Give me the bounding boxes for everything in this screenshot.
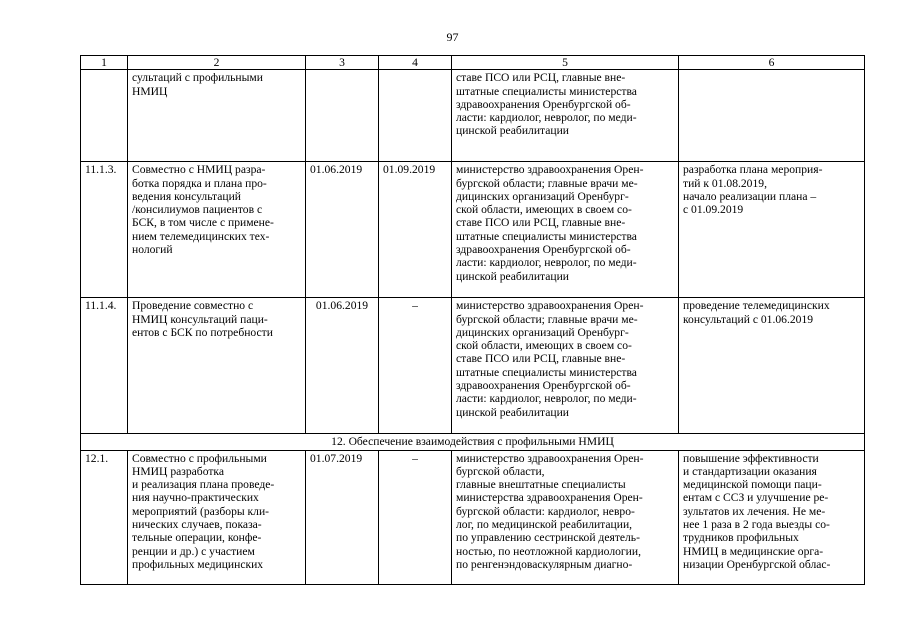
start-date bbox=[306, 70, 379, 162]
start-date: 01.06.2019 bbox=[306, 162, 379, 298]
column-header: 1 bbox=[81, 56, 128, 70]
executors: министерство здравоохранения Орен- бургской области, главные внештатные специалисты министерства здравоохранения Орен- бургской области: кардиолог, невро- лог, по медицинской реабилитации, по управлению сестринской деятель- ностью, по неотложной кардиологии, по ренгенэндоваскулярным диагно- bbox=[452, 450, 679, 584]
column-header: 6 bbox=[679, 56, 865, 70]
column-header: 4 bbox=[379, 56, 452, 70]
executors: министерство здравоохранения Орен- бургской области; главные врачи ме- дицинских организаций Оренбург- ской области, имеющих в своем со- ставе ПСО или РСЦ, главные вне- штатные специалисты министерства здравоохранения Оренбургской об- ласти: кардиолог, невролог, по меди- цинской реабилитации bbox=[452, 162, 679, 298]
item-text: сультаций с профильными НМИЦ bbox=[128, 70, 306, 162]
start-date: 01.06.2019 bbox=[306, 298, 379, 434]
start-date: 01.07.2019 bbox=[306, 450, 379, 584]
item-number bbox=[81, 70, 128, 162]
table-row bbox=[81, 162, 865, 298]
end-date: – bbox=[379, 450, 452, 584]
result bbox=[679, 70, 865, 162]
item-text: Совместно с профильными НМИЦ разработка и реализация плана проведе- ния научно-практических мероприятий (разборы кли- нических случаев, показа- тельные операции, конфе- ренции и др.) с участием профильных медицинских bbox=[128, 450, 306, 584]
item-number: 11.1.3. bbox=[81, 162, 128, 298]
column-header: 2 bbox=[128, 56, 306, 70]
section-title: 12. Обеспечение взаимодействия с профильными НМИЦ bbox=[81, 434, 865, 450]
section-row bbox=[81, 434, 865, 450]
table-row bbox=[81, 298, 865, 434]
table-row bbox=[81, 450, 865, 584]
item-text: Совместно с НМИЦ разра- ботка порядка и плана про- ведения консультаций /консилиумов пациентов с БСК, в том числе с примене- нием телемедицинских тех- нологий bbox=[128, 162, 306, 298]
result: повышение эффективности и стандартизации оказания медицинской помощи паци- ентам с ССЗ и улучшение ре- зультатов их лечения. Не ме- нее 1 раза в 2 года выезды со- трудников профильных НМИЦ в медицинские орга- низации Оренбургской облас- bbox=[679, 450, 865, 584]
table-row bbox=[81, 70, 865, 162]
plan-table bbox=[80, 55, 865, 585]
end-date bbox=[379, 70, 452, 162]
executors: ставе ПСО или РСЦ, главные вне- штатные специалисты министерства здравоохранения Оренбургской об- ласти: кардиолог, невролог, по меди- цинской реабилитации bbox=[452, 70, 679, 162]
executors: министерство здравоохранения Орен- бургской области; главные врачи ме- дицинских организаций Оренбург- ской области, имеющих в своем со- ставе ПСО или РСЦ, главные вне- штатные специалисты министерства здравоохранения Оренбургской об- ласти: кардиолог, невролог, по меди- цинской реабилитации bbox=[452, 298, 679, 434]
result: разработка плана мероприя- тий к 01.08.2019, начало реализации плана – с 01.09.2019 bbox=[679, 162, 865, 298]
column-header: 5 bbox=[452, 56, 679, 70]
item-text: Проведение совместно с НМИЦ консультаций паци- ентов с БСК по потребности bbox=[128, 298, 306, 434]
column-header: 3 bbox=[306, 56, 379, 70]
page-number: 97 bbox=[446, 30, 459, 44]
end-date: – bbox=[379, 298, 452, 434]
item-number: 11.1.4. bbox=[81, 298, 128, 434]
item-number: 12.1. bbox=[81, 450, 128, 584]
table-header-row bbox=[81, 56, 865, 70]
result: проведение телемедицинских консультаций с 01.06.2019 bbox=[679, 298, 865, 434]
end-date: 01.09.2019 bbox=[379, 162, 452, 298]
